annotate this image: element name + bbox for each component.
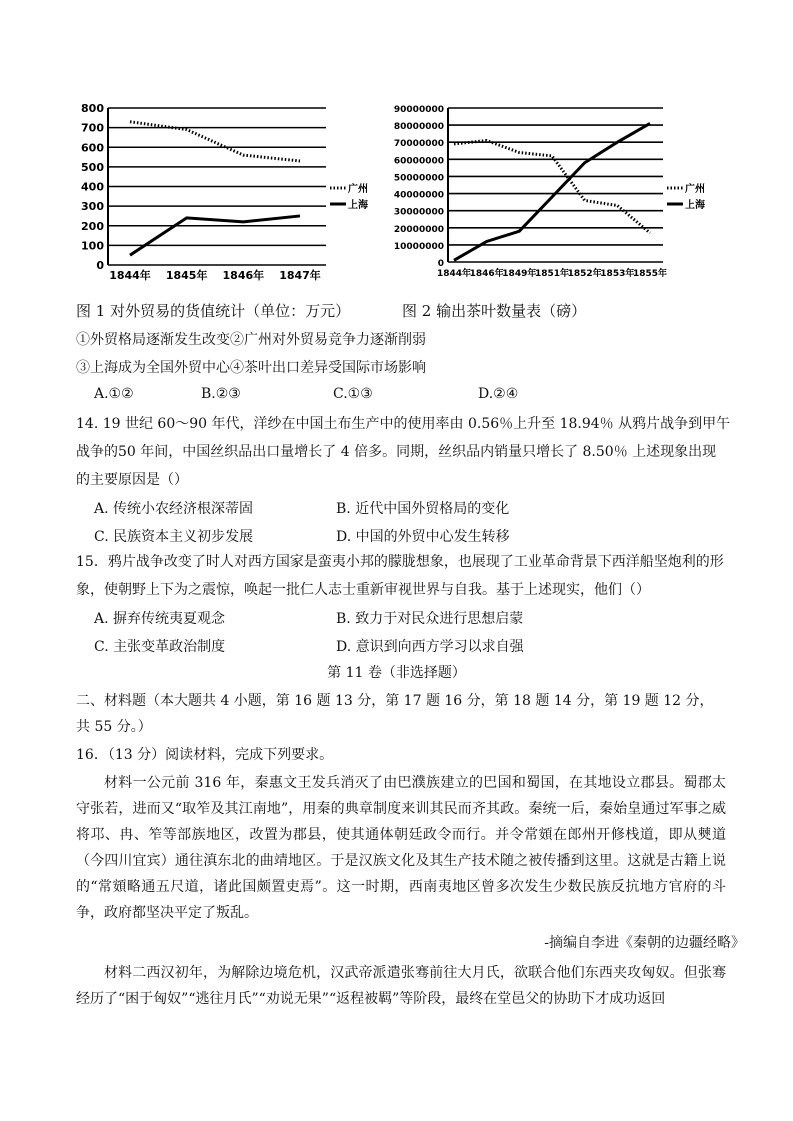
volume-title: 第 11 卷（非选择题） bbox=[327, 665, 466, 681]
q16-material-1: 材料一公元前 316 年，秦惠文王发兵消灭了由巴濮族建立的巴国和蜀国，在其地设立郡县。蜀郡太守张若，进而又“取笮及其江南地”，用秦的典章制度来训其民而齐其政。秦统一后，秦始皇通过军事之威将邛、冉、笮等部族地区，改置为郡县，使其通体朝廷政令而行。并令常頞在郎州开修栈道，即从僰道（今四川宜宾）通往滇东北的曲靖地区。于是汉族文化及其生产技术随之被传播到这里。这就是古籍上说的“常頞略通五尺道，诸此国颇置吏焉”。这一时期，西南夷地区曾多次发生少数民族反抗地方官府的斗争，政府都坚决平定了叛乱。 bbox=[76, 775, 726, 921]
q15-stem-line-1: 15．鸦片战争改变了时人对西方国家是蛮夷小邦的朦胧想象，也展现了工业革命背景下西洋船坚炮利的形 bbox=[76, 554, 724, 570]
x-tick-label: 1852年 bbox=[567, 269, 602, 279]
y-tick-label: 10000000 bbox=[393, 241, 444, 252]
q13-statement-line-1: ①外贸格局逐渐发生改变②广州对外贸易竞争力逐渐削弱 bbox=[76, 332, 426, 348]
q13-option-b[interactable]: B.②③ bbox=[201, 386, 241, 402]
q14-stem-line-2: 战争的50 年间，中国丝织品出口量增长了 4 倍多。同期，丝织品内销量只增长了 8.50％ 上述现象出现 bbox=[76, 444, 717, 460]
y-tick-label: 400 bbox=[81, 180, 104, 194]
q15-option-a[interactable]: A. 摒弃传统夷夏观念 bbox=[94, 611, 226, 627]
x-tick-label: 1853年 bbox=[600, 269, 635, 279]
legend-label: 广州 bbox=[685, 184, 705, 195]
legend-label: 广州 bbox=[348, 184, 368, 195]
y-tick-label: 90000000 bbox=[393, 105, 444, 115]
q15-option-c[interactable]: C. 主张变革政治制度 bbox=[94, 639, 226, 655]
q16-stem: 16．（13 分）阅读材料，完成下列要求。 bbox=[76, 747, 334, 763]
series-line-广州 bbox=[454, 141, 650, 233]
q15-option-d[interactable]: D. 意识到向西方学习以求自强 bbox=[336, 639, 524, 655]
y-tick-label: 50000000 bbox=[393, 173, 444, 184]
y-tick-label: 300 bbox=[81, 200, 104, 214]
chart-trade-value bbox=[80, 100, 380, 286]
x-tick-label: 1855年 bbox=[632, 269, 668, 279]
series-line-上海 bbox=[454, 123, 650, 260]
legend-label: 上海 bbox=[348, 200, 368, 211]
y-tick-label: 30000000 bbox=[393, 207, 444, 218]
section-heading-line-2: 共 55 分。） bbox=[76, 719, 152, 735]
section-heading-line-1: 二、材料题（本大题共 4 小题，第 16 题 13 分，第 17 题 16 分，第 18 题 14 分，第 19 题 12 分， bbox=[76, 693, 714, 709]
q14-option-d[interactable]: D. 中国的外贸中心发生转移 bbox=[336, 529, 510, 545]
q14-option-b[interactable]: B. 近代中国外贸格局的变化 bbox=[336, 501, 510, 517]
x-tick-label: 1844年 bbox=[109, 269, 151, 282]
figure2-caption: 图 2 输出茶叶数量表（磅） bbox=[402, 302, 587, 320]
q15-option-b[interactable]: B. 致力于对民众进行思想启蒙 bbox=[336, 611, 524, 627]
question-15 bbox=[76, 552, 736, 662]
y-tick-label: 600 bbox=[81, 141, 104, 155]
q15-stem-line-2: 象，使朝野上下为之震惊，唤起一批仁人志士重新审视世界与自我。基于上述现实，他们（） bbox=[76, 582, 650, 598]
q16-material-2: 材料二西汉初年，为解除边境危机，汉武帝派遣张骞前往大月氏，欲联合他们东西夹攻匈奴。但张骞经历了“困于匈奴”“逃往月氏”“劝说无果”“返程被羁”等阶段，最终在堂邑父的协助下才成功返回 bbox=[76, 965, 726, 1007]
q14-option-c[interactable]: C. 民族资本主义初步发展 bbox=[94, 529, 254, 545]
q14-option-a[interactable]: A. 传统小农经济根深蒂固 bbox=[94, 501, 254, 517]
q13-statement-line-2: ③上海成为全国外贸中心④茶叶出口差异受国际市场影响 bbox=[76, 360, 426, 376]
q14-stem-line-3: 的主要原因是（） bbox=[76, 472, 188, 488]
y-tick-label: 0 bbox=[96, 259, 104, 272]
figure1-caption: 图 1 对外贸易的货值统计（单位：万元） bbox=[76, 302, 351, 320]
x-tick-label: 1846年 bbox=[222, 269, 265, 282]
y-tick-label: 80000000 bbox=[393, 122, 444, 133]
legend-label: 上海 bbox=[685, 200, 705, 211]
y-tick-label: 60000000 bbox=[393, 156, 444, 167]
y-tick-label: 70000000 bbox=[393, 139, 444, 150]
x-tick-label: 1844年 bbox=[436, 269, 472, 279]
x-tick-label: 1846年 bbox=[469, 269, 504, 279]
series-line-上海 bbox=[130, 216, 300, 255]
y-tick-label: 40000000 bbox=[393, 190, 444, 201]
q16-source: -摘编自李进《秦朝的边疆经略》 bbox=[544, 935, 745, 951]
x-tick-label: 1845年 bbox=[165, 269, 208, 282]
y-tick-label: 100 bbox=[81, 239, 104, 253]
q13-option-c[interactable]: C.①③ bbox=[333, 386, 373, 402]
y-tick-label: 800 bbox=[81, 102, 104, 115]
chart-tea-export-svg bbox=[392, 100, 705, 286]
y-tick-label: 500 bbox=[81, 160, 104, 174]
q13-option-a[interactable]: A.①② bbox=[94, 386, 134, 402]
y-tick-label: 200 bbox=[81, 219, 104, 233]
x-tick-label: 1847年 bbox=[279, 269, 321, 282]
q13-option-d[interactable]: D.②④ bbox=[478, 386, 519, 402]
x-tick-label: 1849年 bbox=[502, 269, 537, 279]
x-tick-label: 1851年 bbox=[534, 269, 570, 279]
chart-tea-export bbox=[392, 100, 705, 286]
q14-stem-line-1: 14. 19 世纪 60～90 年代，洋纱在中国土布生产中的使用率由 0.56％上升至 18.94％ 从鸦片战争到甲午 bbox=[76, 416, 731, 432]
question-13 bbox=[76, 330, 736, 410]
y-tick-label: 0 bbox=[437, 259, 444, 269]
chart-trade-value-svg bbox=[80, 100, 380, 286]
y-tick-label: 700 bbox=[81, 121, 104, 135]
question-14 bbox=[76, 414, 736, 554]
y-tick-label: 20000000 bbox=[393, 224, 444, 235]
